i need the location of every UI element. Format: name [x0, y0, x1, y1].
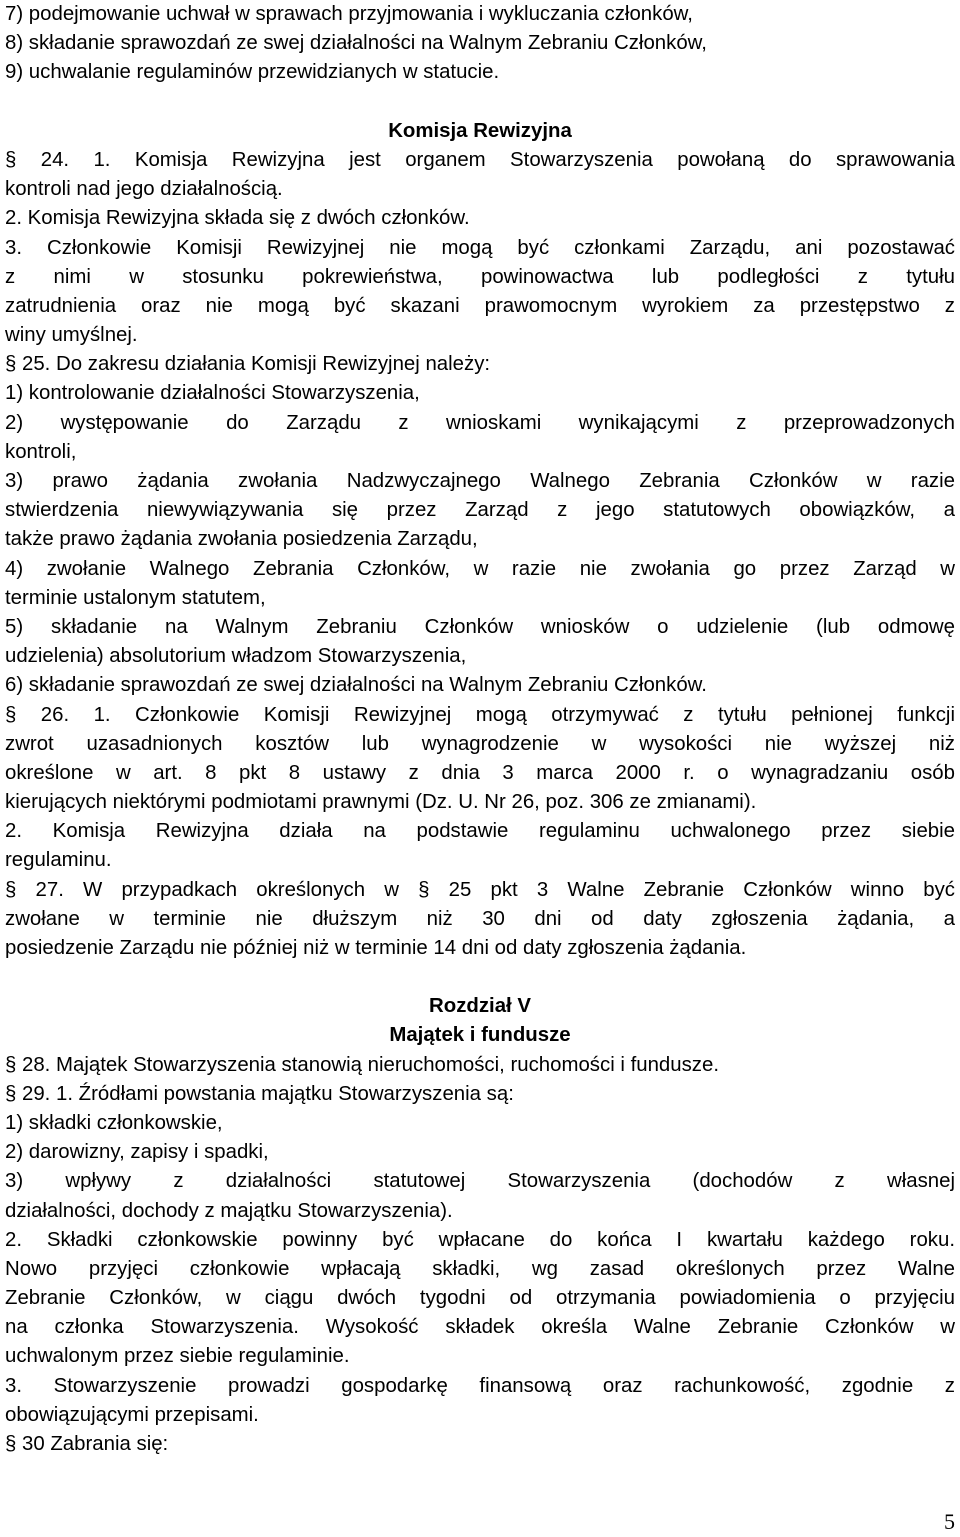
text-line: 2. Składki członkowskie powinny być wpłacane do końca I kwartału każdego roku. — [5, 1228, 955, 1251]
text-line: terminie ustalonym statutem, — [5, 586, 266, 609]
text-line: zwrot uzasadnionych kosztów lub wynagrodzenie w wysokości nie wyższej niż — [5, 732, 955, 755]
text-line: 2. Komisja Rewizyjna działa na podstawie regulaminu uchwalonego przez siebie — [5, 820, 955, 843]
text-line: 7) podejmowanie uchwał w sprawach przyjmowania i wykluczania członków, — [5, 3, 693, 25]
chapter-title: Majątek i fundusze — [389, 1024, 571, 1047]
text-line: na członka Stowarzyszenia. Wysokość składek określa Walne Zebranie Członków w — [5, 1316, 955, 1339]
text-line: 4) zwołanie Walnego Zebrania Członków, w razie nie zwołania go przez Zarząd w — [5, 557, 955, 580]
text-line: 9) uchwalanie regulaminów przewidzianych w statucie. — [5, 61, 500, 84]
document-page — [5, 0, 955, 1459]
text-line: 2) występowanie do Zarządu z wnioskami wynikającymi z przeprowadzonych — [5, 411, 955, 434]
text-line: Nowo przyjęci członkowie wpłacają składki, wg zasad określonych przez Walne — [5, 1257, 955, 1280]
text-line: 1) składki członkowskie, — [5, 1111, 223, 1134]
text-line: 6) składanie sprawozdań ze swej działalności na Walnym Zebraniu Członków. — [5, 674, 707, 697]
page-number: 5 — [944, 1509, 955, 1534]
text-line: 3) wpływy z działalności statutowej Stowarzyszenia (dochodów z własnej — [5, 1170, 955, 1193]
text-line: 8) składanie sprawozdań ze swej działalności na Walnym Zebraniu Członków, — [5, 32, 707, 55]
text-line: określone w art. 8 pkt 8 ustawy z dnia 3 marca 2000 r. o wynagradzaniu osób — [5, 761, 955, 784]
text-line: kontroli nad jego działalnością. — [5, 178, 283, 201]
text-line: § 27. W przypadkach określonych w § 25 pkt 3 Walne Zebranie Członków winno być — [5, 878, 955, 901]
text-line: § 30 Zabrania się: — [5, 1433, 169, 1455]
text-line: także prawo żądania zwołania posiedzenia Zarządu, — [5, 528, 478, 551]
text-line: posiedzenie Zarządu nie później niż w terminie 14 dni od daty zgłoszenia żądania. — [5, 937, 747, 959]
text-line: 3) prawo żądania zwołania Nadzwyczajnego Walnego Zebrania Członków w razie — [5, 470, 955, 492]
text-line: § 25. Do zakresu działania Komisji Rewizyjnej należy: — [5, 353, 491, 376]
text-line: stwierdzenia niewywiązywania się przez Zarząd z jego statutowych obowiązków, a — [5, 499, 955, 522]
text-line: zatrudnienia oraz nie mogą być skazani prawomocnym wyrokiem za przestępstwo z — [5, 294, 955, 317]
text-line: 3. Stowarzyszenie prowadzi gospodarkę finansową oraz rachunkowość, zgodnie z — [5, 1374, 955, 1397]
text-line: udzielenia) absolutorium władzom Stowarzyszenia, — [5, 645, 467, 668]
text-line: § 28. Majątek Stowarzyszenia stanowią nieruchomości, ruchomości i fundusze. — [5, 1053, 720, 1076]
text-line: zwołane w terminie nie dłuższym niż 30 dni od daty zgłoszenia żądania, a — [5, 907, 955, 930]
text-line: 1) kontrolowanie działalności Stowarzyszenia, — [5, 382, 420, 405]
text-line: obowiązującymi przepisami. — [5, 1403, 259, 1426]
text-line: 5) składanie na Walnym Zebraniu Członków wniosków o udzielenie (lub odmowę — [5, 615, 955, 638]
text-line: § 29. 1. Źródłami powstania majątku Stowarzyszenia są: — [5, 1082, 514, 1105]
text-line: 2. Komisja Rewizyjna składa się z dwóch członków. — [5, 207, 470, 230]
text-line: uchwalonym przez siebie regulaminie. — [5, 1345, 350, 1368]
text-line: § 26. 1. Członkowie Komisji Rewizyjnej mogą otrzymywać z tytułu pełnionej funkcji — [5, 703, 955, 726]
section-heading: Komisja Rewizyjna — [388, 119, 572, 142]
text-line: kierujących niektórymi podmiotami prawnymi (Dz. U. Nr 26, poz. 306 ze zmianami). — [5, 791, 757, 814]
text-line: z nimi w stosunku pokrewieństwa, powinowactwa lub podległości z tytułu — [5, 265, 955, 288]
text-line: 3. Członkowie Komisji Rewizyjnej nie mogą być członkami Zarządu, ani pozostawać — [5, 236, 955, 259]
text-line: działalności, dochody z majątku Stowarzyszenia). — [5, 1199, 453, 1222]
text-line: regulaminu. — [5, 849, 112, 872]
chapter-heading: Rozdział V — [429, 995, 531, 1018]
text-line: kontroli, — [5, 440, 77, 463]
text-line: § 24. 1. Komisja Rewizyjna jest organem Stowarzyszenia powołaną do sprawowania — [5, 148, 955, 171]
text-line: Zebranie Członków, w ciągu dwóch tygodni od otrzymania powiadomienia o przyjęciu — [5, 1287, 955, 1310]
text-line: winy umyślnej. — [5, 324, 138, 347]
text-line: 2) darowizny, zapisy i spadki, — [5, 1141, 269, 1164]
